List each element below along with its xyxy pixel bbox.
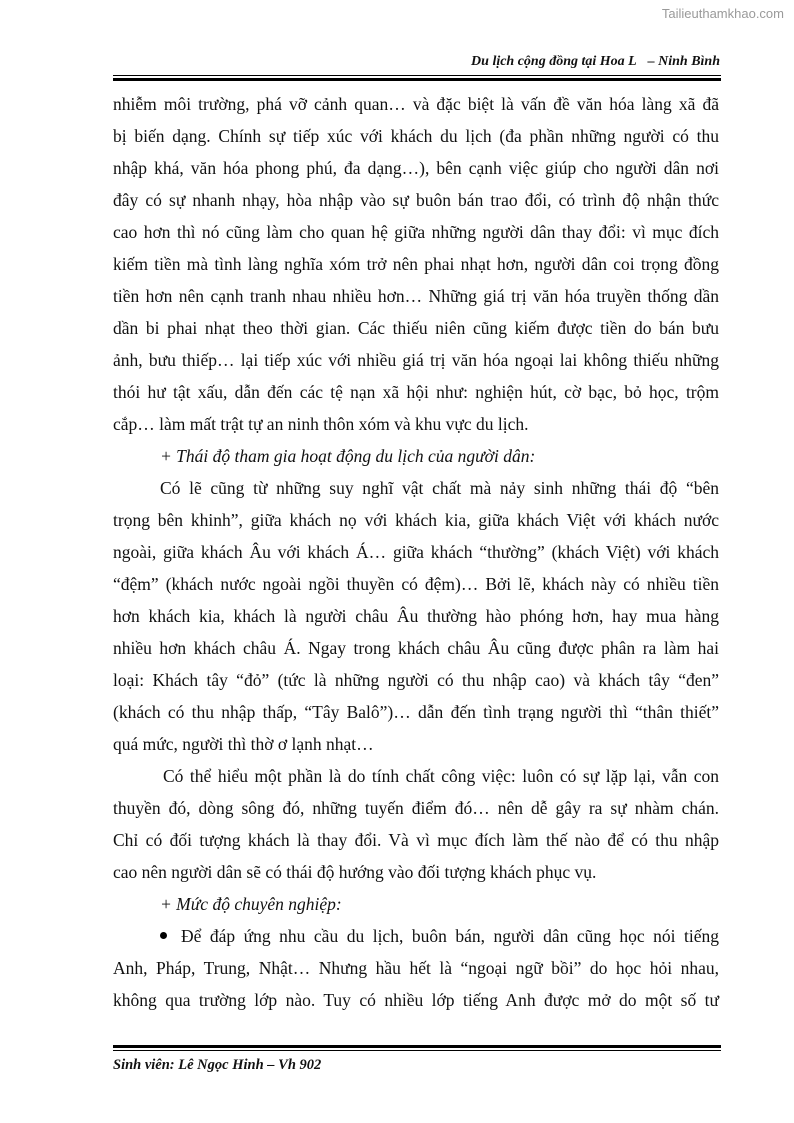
text-line: tiền hơn nên cạnh tranh nhau nhiều hơn… Những giá trị văn hóa truyền thống dần — [113, 286, 719, 306]
footer-rule-thin — [113, 1050, 721, 1051]
text-line: cắp… làm mất trật tự an ninh thôn xóm và khu vực du lịch. — [113, 414, 529, 434]
text-line: nhiều hơn khách châu Á. Ngay trong khách châu Âu cũng được phân ra làm hai — [113, 638, 719, 658]
text-line: quá mức, người thì thờ ơ lạnh nhạt… — [113, 734, 374, 754]
section-heading-attitude — [113, 440, 719, 472]
text-line: “đệm” (khách nước ngoài ngồi thuyền có đệm)… Bởi lẽ, khách này có nhiều tiền — [113, 574, 719, 594]
footer-rule-thick — [113, 1045, 721, 1048]
text-line: không qua trường lớp nào. Tuy có nhiều lớp tiếng Anh được mở do một số tư — [113, 990, 719, 1010]
page-body — [113, 88, 719, 1016]
bullet-icon — [160, 932, 167, 939]
text-line: Chỉ có đối tượng khách là thay đổi. Và vì mục đích làm thế nào để có thu nhập — [113, 830, 719, 850]
paragraph-2 — [113, 472, 719, 760]
text-line: Có lẽ cũng từ những suy nghĩ vật chất mà nảy sinh những thái độ “bên — [160, 478, 719, 498]
text-line: loại: Khách tây “đỏ” (tức là những người có thu nhập cao) và khách tây “đen” — [113, 670, 719, 690]
text-line: đây có sự nhanh nhạy, hòa nhập vào sự buôn bán trao đổi, có trình độ nhận thức — [113, 190, 719, 210]
section-heading-professionalism — [113, 888, 719, 920]
watermark: Tailieuthamkhao.com — [661, 6, 784, 21]
header-rule-thick — [113, 78, 721, 81]
text-line: (khách có thu nhập thấp, “Tây Balô”)… dẫn đến tình trạng người thì “thân thiết” — [113, 702, 719, 722]
text-line: kiếm tiền mà tình làng nghĩa xóm trở nên phai nhạt hơn, người dân coi trọng đồng — [113, 254, 719, 274]
paragraph-4 — [113, 920, 719, 1016]
header-rule-thin — [113, 75, 721, 76]
text-line: nhiễm môi trường, phá vỡ cảnh quan… và đặc biệt là vấn đề văn hóa làng xã đã — [113, 94, 719, 114]
paragraph-3 — [113, 760, 719, 888]
text-line: bị biến dạng. Chính sự tiếp xúc với khách du lịch (đa phần những người có thu — [113, 126, 719, 146]
bullet-line — [113, 920, 719, 952]
text-line: ngoài, giữa khách Âu với khách Á… giữa khách “thường” (khách Việt) với khách — [113, 542, 719, 562]
running-header: Du lịch cộng đồng tại Hoa L – Ninh Bình — [471, 54, 720, 69]
heading-text: + Mức độ chuyên nghiệp: — [160, 894, 342, 914]
text-line: Có thể hiểu một phần là do tính chất công việc: luôn có sự lặp lại, vẫn con — [163, 766, 719, 786]
heading-text: + Thái độ tham gia hoạt động du lịch của người dân: — [160, 446, 536, 466]
text-line: thuyền đó, dòng sông đó, những tuyến điểm đó… nên dễ gây ra sự nhàm chán. — [113, 798, 719, 818]
text-line: Để đáp ứng nhu cầu du lịch, buôn bán, người dân cũng học nói tiếng — [181, 926, 719, 946]
footer-author: Sinh viên: Lê Ngọc Hinh – Vh 902 — [113, 1057, 322, 1073]
text-line: ảnh, bưu thiếp… lại tiếp xúc với nhiều giá trị văn hóa ngoại lai không thiếu những — [113, 350, 719, 370]
text-line: nhập khá, văn hóa phong phú, đa dạng…), bên cạnh việc giúp cho người dân nơi — [113, 158, 719, 178]
text-line: cao nên người dân sẽ có thái độ hướng vào đối tượng khách phục vụ. — [113, 862, 597, 882]
paragraph-1 — [113, 88, 719, 440]
text-line: Anh, Pháp, Trung, Nhật… Nhưng hầu hết là “ngoại ngữ bồi” do học hỏi nhau, — [113, 958, 719, 978]
text-line: thói hư tật xấu, dẫn đến các tệ nạn xã hội như: nghiện hút, cờ bạc, bỏ học, trộm — [113, 382, 719, 402]
text-line: hơn khách kia, khách là người châu Âu thường hào phóng hơn, hay mua hàng — [113, 606, 719, 626]
text-line: cao hơn thì nó cũng làm cho quan hệ giữa những người dân thay đổi: vì mục đích — [113, 222, 719, 242]
text-line: trọng bên khinh”, giữa khách nọ với khách kia, giữa khách Việt với khách nước — [113, 510, 719, 530]
text-line: dần bi phai nhạt theo thời gian. Các thiếu niên cũng kiếm được tiền do bán bưu — [113, 318, 719, 338]
